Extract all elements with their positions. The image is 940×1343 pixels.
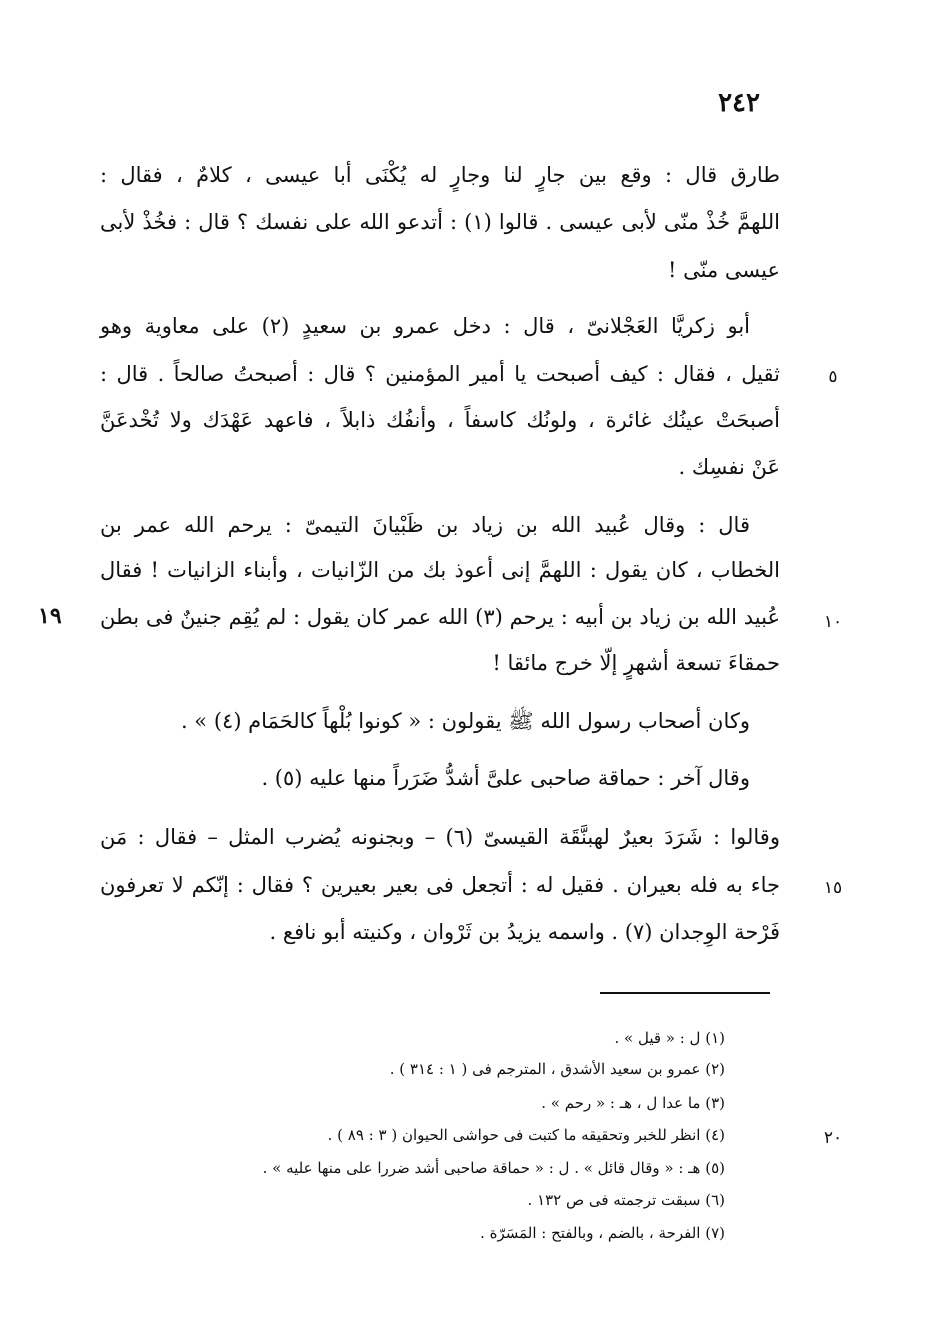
text-line: وقالوا : شَرَدَ بعيرٌ لهبنَّقَة القيسىّ (٦) – وبجنونه يُضرب المثل – فقال : مَن	[100, 825, 780, 849]
text-line: طارق قال : وقع بين جارٍ لنا وجارٍ له يُكْنَى أبا عيسى ، كلامٌ ، فقال :	[100, 163, 780, 187]
text-line: قال : وقال عُبيد الله بن زياد بن ظَبْيانَ التيمىّ : يرحم الله عمر بن	[100, 513, 750, 537]
text-line: جاء به فله بعيران . فقيل له : أتجعل فى بعير بعيرين ؟ فقال : إنّكم لا تعرفون	[100, 873, 780, 897]
footnote: (١) ل : « قيل » .	[614, 1029, 725, 1047]
footnote: (٧) الفرحة ، بالضم ، وبالفتح : المَسَرّة .	[480, 1224, 725, 1242]
line-number: ١٥	[823, 878, 843, 898]
footnote: (٥) هـ : « وقال قائل » . ل : « حماقة صاحبى أشد ضررا على منها عليه » .	[262, 1159, 725, 1177]
text-line: اللهمَّ خُذْ منّى لأبى عيسى . قالوا (١) : أتدعو الله على نفسك ؟ قال : فخُذْ لأبى	[100, 210, 780, 234]
outer-margin-number: ١٩	[38, 603, 62, 629]
text-line: حمقاءَ تسعة أشهرٍ إلّا خرج مائقا !	[492, 651, 780, 675]
text-line: عيسى منّى !	[668, 258, 780, 282]
text-line: أصبحَتْ عينُك غائرة ، ولونُك كاسفاً ، وأنفُك ذابلاً ، فاعهد عَهْدَك ولا تُخْدعَنَّ	[100, 408, 780, 432]
text-line: وكان أصحاب رسول الله ﷺ يقولون : « كونوا بُلْهاً كالحَمَام (٤) » .	[180, 709, 750, 733]
line-number: ٥	[828, 367, 838, 387]
text-line: وقال آخر : حماقة صاحبى علىَّ أشدُّ ضَرَراً منها عليه (٥) .	[261, 766, 750, 790]
footnote-separator	[600, 992, 770, 994]
text-line: الخطاب ، كان يقول : اللهمَّ إنى أعوذ بك من الزّانيات ، وأبناء الزانيات ! فقال	[100, 558, 780, 582]
text-line: عَنْ نفسِك .	[678, 455, 780, 479]
line-number: ١٠	[823, 612, 843, 632]
footnote: (٦) سبقت ترجمته فى ص ١٣٢ .	[527, 1191, 725, 1209]
footnote: (٤) انظر للخبر وتحقيقه ما كتبت فى حواشى الحيوان ( ٣ : ٨٩ ) .	[327, 1126, 725, 1144]
footnote: (٢) عمرو بن سعيد الأشدق ، المترجم فى ( ١ : ٣١٤ ) .	[389, 1060, 725, 1078]
text-line: أبو زكريَّا العَجْلانىّ ، قال : دخل عمرو بن سعيدٍ (٢) على معاوية وهو	[100, 314, 751, 338]
page-number: ٢٤٢	[718, 88, 760, 118]
text-line: ثقيل ، فقال : كيف أصبحت يا أمير المؤمنين ؟ قال : أصبحتُ صالحاً . قال :	[100, 362, 780, 386]
line-number: ٢٠	[823, 1128, 843, 1148]
text-line: عُبيد الله بن زياد بن أبيه : يرحم (٣) الله عمر كان يقول : لم يُقِم جنينٌ فى بطن	[100, 605, 780, 629]
text-line: فَرْحة الوِجدان (٧) . واسمه يزيدُ بن ثَرْوان ، وكنيته أبو نافع .	[269, 920, 780, 944]
footnote: (٣) ما عدا ل ، هـ : « رحم » .	[541, 1094, 725, 1112]
